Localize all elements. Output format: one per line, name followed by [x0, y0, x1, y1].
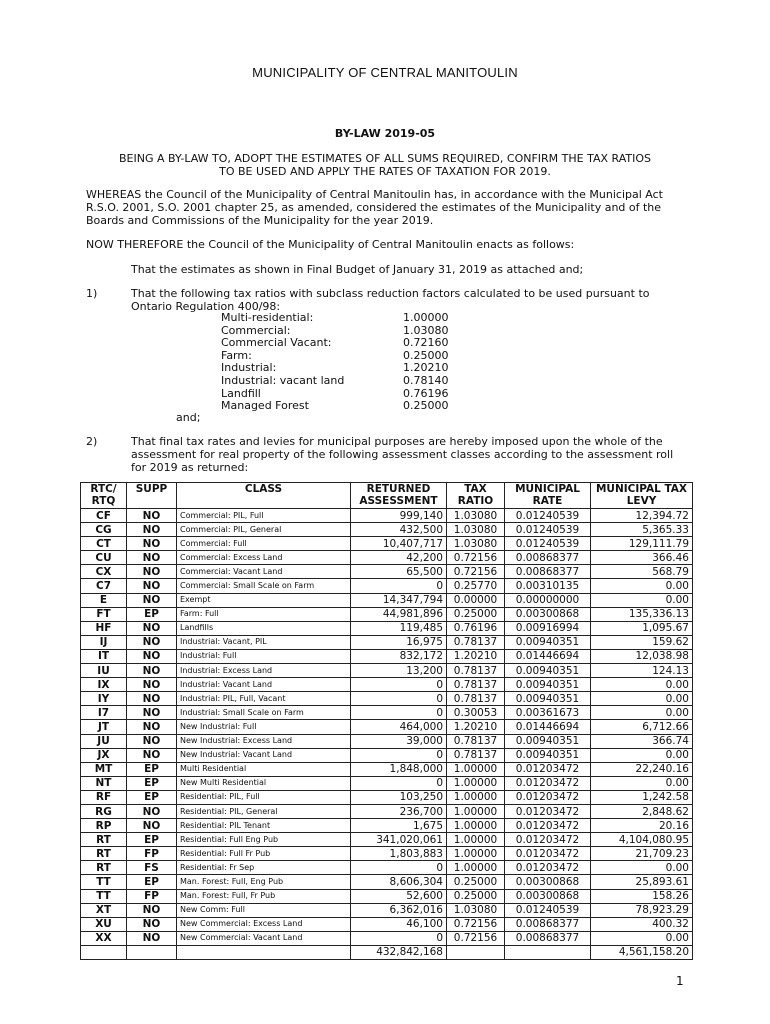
ratio-cell: 0.78137: [447, 664, 505, 678]
supp-cell: NO: [127, 734, 177, 748]
column-header-supp: SUPP: [127, 483, 177, 509]
table-row: [81, 734, 693, 748]
totals-empty: [447, 945, 505, 959]
levy-cell: 124.13: [591, 664, 693, 678]
rtc-cell: TT: [81, 889, 127, 903]
levy-cell: 22,240.16: [591, 762, 693, 776]
levy-cell: 0.00: [591, 748, 693, 762]
page-number: 1: [676, 974, 684, 988]
totals-empty: [177, 945, 351, 959]
rtc-cell: XX: [81, 931, 127, 945]
supp-cell: EP: [127, 833, 177, 847]
supp-cell: EP: [127, 607, 177, 621]
supp-cell: NO: [127, 579, 177, 593]
supp-cell: NO: [127, 635, 177, 649]
assessment-cell: 42,200: [351, 551, 447, 565]
table-row: [81, 833, 693, 847]
table-row: [81, 565, 693, 579]
tax-rates-table: [80, 482, 693, 960]
class-cell: Residential: PIL, Full: [177, 790, 351, 804]
supp-cell: NO: [127, 931, 177, 945]
ratio-name: Managed Forest: [221, 399, 309, 413]
supp-cell: NO: [127, 720, 177, 734]
totals-empty: [127, 945, 177, 959]
bylaw-number: BY-LAW 2019-05: [334, 127, 436, 140]
class-cell: New Comm: Full: [177, 903, 351, 917]
ratio-cell: 0.78137: [447, 692, 505, 706]
column-header-levy: MUNICIPAL TAX LEVY: [591, 483, 693, 509]
ratio-cell: 0.25770: [447, 579, 505, 593]
now-therefore-paragraph: NOW THEREFORE the Council of the Municipality of Central Manitoulin enacts as follows:: [86, 238, 575, 251]
class-cell: Exempt: [177, 593, 351, 607]
ratio-cell: 1.00000: [447, 776, 505, 790]
ratio-cell: 0.72156: [447, 551, 505, 565]
assessment-cell: 0: [351, 931, 447, 945]
ratio-cell: 0.30053: [447, 706, 505, 720]
supp-cell: NO: [127, 649, 177, 663]
assessment-cell: 65,500: [351, 565, 447, 579]
levy-cell: 20.16: [591, 819, 693, 833]
ratio-name: Farm:: [221, 348, 252, 362]
rate-cell: 0.01203472: [505, 776, 591, 790]
rtc-cell: RT: [81, 847, 127, 861]
ratio-name: Industrial: vacant land: [221, 373, 345, 387]
table-row: [81, 635, 693, 649]
levy-cell: 6,712.66: [591, 720, 693, 734]
table-row: [81, 692, 693, 706]
ratio-cell: 0.72156: [447, 917, 505, 931]
levy-cell: 1,242.58: [591, 790, 693, 804]
supp-cell: NO: [127, 565, 177, 579]
assessment-cell: 0: [351, 776, 447, 790]
rtc-cell: NT: [81, 776, 127, 790]
ratio-value: 0.76196: [403, 386, 449, 400]
table-row: [81, 607, 693, 621]
table-row: [81, 621, 693, 635]
rate-cell: 0.00310135: [505, 579, 591, 593]
assessment-cell: 103,250: [351, 790, 447, 804]
rate-cell: 0.01240539: [505, 523, 591, 537]
ratio-cell: 0.72156: [447, 565, 505, 579]
table-row: [81, 889, 693, 903]
class-cell: Industrial: Excess Land: [177, 664, 351, 678]
class-cell: Residential: PIL Tenant: [177, 819, 351, 833]
ratio-cell: 0.78137: [447, 734, 505, 748]
supp-cell: EP: [127, 790, 177, 804]
ratio-value: 0.72160: [403, 336, 449, 350]
class-cell: Commercial: PIL, General: [177, 523, 351, 537]
class-cell: Commercial: Vacant Land: [177, 565, 351, 579]
supp-cell: NO: [127, 523, 177, 537]
table-row: [81, 509, 693, 523]
rtc-cell: IX: [81, 678, 127, 692]
ratio-cell: 1.00000: [447, 762, 505, 776]
rtc-cell: CU: [81, 551, 127, 565]
levy-cell: 400.32: [591, 917, 693, 931]
rate-cell: 0.00868377: [505, 931, 591, 945]
ratio-cell: 0.25000: [447, 607, 505, 621]
column-header-class: CLASS: [177, 483, 351, 509]
rtc-cell: JU: [81, 734, 127, 748]
rtc-cell: XU: [81, 917, 127, 931]
assessment-cell: 341,020,061: [351, 833, 447, 847]
table-row: [81, 706, 693, 720]
item-2-text: That final tax rates and levies for municipal purposes are hereby imposed upon the whole of the assessment for real property of the following assessment classes according to the assessment roll for 2019 as returned:: [131, 435, 674, 474]
rate-cell: 0.01240539: [505, 537, 591, 551]
class-cell: Man. Forest: Full, Fr Pub: [177, 889, 351, 903]
supp-cell: FP: [127, 889, 177, 903]
rtc-cell: IJ: [81, 635, 127, 649]
table-header-row: [81, 483, 693, 509]
rtc-cell: CG: [81, 523, 127, 537]
supp-cell: FS: [127, 861, 177, 875]
supp-cell: NO: [127, 819, 177, 833]
class-cell: Man. Forest: Full, Eng Pub: [177, 875, 351, 889]
ratio-name: Landfill: [221, 386, 261, 400]
assessment-cell: 0: [351, 692, 447, 706]
rtc-cell: IY: [81, 692, 127, 706]
table-row: [81, 847, 693, 861]
supp-cell: NO: [127, 748, 177, 762]
rtc-cell: CX: [81, 565, 127, 579]
table-row: [81, 748, 693, 762]
levy-cell: 21,709.23: [591, 847, 693, 861]
rate-cell: 0.00940351: [505, 734, 591, 748]
rate-cell: 0.00300868: [505, 875, 591, 889]
supp-cell: NO: [127, 551, 177, 565]
assessment-cell: 0: [351, 861, 447, 875]
class-cell: Residential: Full Eng Pub: [177, 833, 351, 847]
item-1-text: That the following tax ratios with subclass reduction factors calculated to be used pursuant to Ontario Regulation 400/98:: [131, 287, 650, 313]
assessment-cell: 1,848,000: [351, 762, 447, 776]
rtc-cell: CF: [81, 509, 127, 523]
supp-cell: NO: [127, 678, 177, 692]
rtc-cell: FT: [81, 607, 127, 621]
rtc-cell: RT: [81, 861, 127, 875]
levy-cell: 0.00: [591, 593, 693, 607]
column-header-assessment: RETURNED ASSESSMENT: [351, 483, 447, 509]
rate-cell: 0.01203472: [505, 762, 591, 776]
supp-cell: NO: [127, 804, 177, 818]
table-row: [81, 720, 693, 734]
rate-cell: 0.01240539: [505, 509, 591, 523]
table-row: [81, 917, 693, 931]
supp-cell: NO: [127, 903, 177, 917]
supp-cell: EP: [127, 762, 177, 776]
class-cell: Commercial: Full: [177, 537, 351, 551]
class-cell: Residential: PIL, General: [177, 804, 351, 818]
class-cell: Industrial: Vacant Land: [177, 678, 351, 692]
assessment-cell: 464,000: [351, 720, 447, 734]
table-row: [81, 776, 693, 790]
rate-cell: 0.00940351: [505, 748, 591, 762]
supp-cell: NO: [127, 537, 177, 551]
class-cell: Commercial: Excess Land: [177, 551, 351, 565]
class-cell: New Commercial: Vacant Land: [177, 931, 351, 945]
class-cell: Industrial: Vacant, PIL: [177, 635, 351, 649]
levy-cell: 129,111.79: [591, 537, 693, 551]
assessment-cell: 10,407,717: [351, 537, 447, 551]
rate-cell: 0.01240539: [505, 903, 591, 917]
levy-cell: 78,923.29: [591, 903, 693, 917]
ratio-row: [221, 337, 463, 350]
assessment-cell: 1,803,883: [351, 847, 447, 861]
total-levy: 4,561,158.20: [591, 945, 693, 959]
assessment-cell: 1,675: [351, 819, 447, 833]
assessment-cell: 236,700: [351, 804, 447, 818]
supp-cell: NO: [127, 621, 177, 635]
rtc-cell: C7: [81, 579, 127, 593]
assessment-cell: 39,000: [351, 734, 447, 748]
ratio-cell: 1.03080: [447, 537, 505, 551]
class-cell: New Industrial: Full: [177, 720, 351, 734]
supp-cell: NO: [127, 692, 177, 706]
ratio-name: Multi-residential:: [221, 311, 314, 324]
ratio-cell: 0.78137: [447, 678, 505, 692]
class-cell: Industrial: Small Scale on Farm: [177, 706, 351, 720]
levy-cell: 0.00: [591, 706, 693, 720]
ratio-cell: 0.78137: [447, 748, 505, 762]
rate-cell: 0.01446694: [505, 720, 591, 734]
assessment-cell: 13,200: [351, 664, 447, 678]
levy-cell: 568.79: [591, 565, 693, 579]
class-cell: Commercial: Small Scale on Farm: [177, 579, 351, 593]
assessment-cell: 52,600: [351, 889, 447, 903]
levy-cell: 366.74: [591, 734, 693, 748]
ratio-cell: 0.72156: [447, 931, 505, 945]
levy-cell: 2,848.62: [591, 804, 693, 818]
rate-cell: 0.01203472: [505, 819, 591, 833]
rtc-cell: CT: [81, 537, 127, 551]
rate-cell: 0.00940351: [505, 678, 591, 692]
table-row: [81, 537, 693, 551]
rtc-cell: RT: [81, 833, 127, 847]
rtc-cell: RP: [81, 819, 127, 833]
ratio-cell: 1.03080: [447, 903, 505, 917]
class-cell: New Multi Residential: [177, 776, 351, 790]
levy-cell: 4,104,080.95: [591, 833, 693, 847]
class-cell: Multi Residential: [177, 762, 351, 776]
assessment-cell: 0: [351, 579, 447, 593]
rate-cell: 0.00916994: [505, 621, 591, 635]
item-1-number: 1): [86, 287, 98, 300]
ratio-value: 1.20210: [403, 361, 449, 375]
class-cell: New Commercial: Excess Land: [177, 917, 351, 931]
class-cell: Farm: Full: [177, 607, 351, 621]
table-row: [81, 593, 693, 607]
assessment-cell: 16,975: [351, 635, 447, 649]
class-cell: Residential: Full Fr Pub: [177, 847, 351, 861]
rate-cell: 0.00868377: [505, 551, 591, 565]
whereas-paragraph: WHEREAS the Council of the Municipality of Central Manitoulin has, in accordance with the Municipal Act R.S.O. 2001, S.O. 2001 chapter 25, as amended, considered the estimates of the Municipality and of the Boards and Commissions of the Municipality for the year 2019.: [86, 188, 663, 227]
levy-cell: 0.00: [591, 931, 693, 945]
assessment-cell: 44,981,896: [351, 607, 447, 621]
assessment-cell: 6,362,016: [351, 903, 447, 917]
table-row: [81, 819, 693, 833]
levy-cell: 5,365.33: [591, 523, 693, 537]
rtc-cell: IU: [81, 664, 127, 678]
column-header-rate: MUNICIPAL RATE: [505, 483, 591, 509]
assessment-cell: 0: [351, 748, 447, 762]
levy-cell: 0.00: [591, 861, 693, 875]
ratio-cell: 1.20210: [447, 649, 505, 663]
assessment-cell: 119,485: [351, 621, 447, 635]
supp-cell: EP: [127, 776, 177, 790]
levy-cell: 158.26: [591, 889, 693, 903]
rate-cell: 0.00300868: [505, 889, 591, 903]
levy-cell: 366.46: [591, 551, 693, 565]
ratio-row: [221, 375, 463, 388]
rate-cell: 0.00868377: [505, 565, 591, 579]
rate-cell: 0.00940351: [505, 664, 591, 678]
rtc-cell: HF: [81, 621, 127, 635]
ratio-cell: 1.20210: [447, 720, 505, 734]
ratio-value: 1.00000: [403, 311, 449, 324]
table-row: [81, 664, 693, 678]
rtc-cell: JX: [81, 748, 127, 762]
assessment-cell: 8,606,304: [351, 875, 447, 889]
bylaw-purpose: BEING A BY-LAW TO, ADOPT THE ESTIMATES OF ALL SUMS REQUIRED, CONFIRM THE TAX RATIOS TO BE USED AND APPLY THE RATES OF TAXATION FOR 2019.: [118, 152, 651, 178]
ratio-value: 0.25000: [403, 348, 449, 362]
ratio-cell: 1.00000: [447, 847, 505, 861]
table-row: [81, 523, 693, 537]
rtc-cell: E: [81, 593, 127, 607]
table-row: [81, 678, 693, 692]
rate-cell: 0.01203472: [505, 804, 591, 818]
class-cell: Residential: Fr Sep: [177, 861, 351, 875]
rtc-cell: MT: [81, 762, 127, 776]
levy-cell: 12,394.72: [591, 509, 693, 523]
assessment-cell: 14,347,794: [351, 593, 447, 607]
rtc-cell: TT: [81, 875, 127, 889]
ratio-cell: 1.00000: [447, 819, 505, 833]
ratio-cell: 0.00000: [447, 593, 505, 607]
assessment-cell: 0: [351, 706, 447, 720]
ratio-cell: 0.76196: [447, 621, 505, 635]
levy-cell: 159.62: [591, 635, 693, 649]
levy-cell: 25,893.61: [591, 875, 693, 889]
table-row: [81, 804, 693, 818]
ratio-cell: 0.25000: [447, 889, 505, 903]
table-row: [81, 649, 693, 663]
ratio-name: Industrial:: [221, 361, 277, 375]
ratio-row: [221, 400, 463, 413]
class-cell: New Industrial: Vacant Land: [177, 748, 351, 762]
rtc-cell: RG: [81, 804, 127, 818]
levy-cell: 0.00: [591, 579, 693, 593]
total-assessment: 432,842,168: [351, 945, 447, 959]
ratio-row: [221, 312, 463, 325]
supp-cell: FP: [127, 847, 177, 861]
table-row: [81, 875, 693, 889]
rtc-cell: JT: [81, 720, 127, 734]
assessment-cell: 0: [351, 678, 447, 692]
levy-cell: 0.00: [591, 678, 693, 692]
class-cell: Industrial: PIL, Full, Vacant: [177, 692, 351, 706]
rate-cell: 0.00940351: [505, 635, 591, 649]
rtc-cell: RF: [81, 790, 127, 804]
rtc-cell: IT: [81, 649, 127, 663]
rate-cell: 0.00000000: [505, 593, 591, 607]
item-2-number: 2): [86, 435, 98, 448]
class-cell: Commercial: PIL, Full: [177, 509, 351, 523]
supp-cell: NO: [127, 706, 177, 720]
supp-cell: NO: [127, 593, 177, 607]
assessment-cell: 999,140: [351, 509, 447, 523]
table-row: [81, 903, 693, 917]
ratio-cell: 1.00000: [447, 833, 505, 847]
levy-cell: 0.00: [591, 692, 693, 706]
assessment-cell: 46,100: [351, 917, 447, 931]
ratio-value: 0.25000: [403, 399, 449, 413]
rate-cell: 0.01203472: [505, 790, 591, 804]
table-row: [81, 551, 693, 565]
rate-cell: 0.00868377: [505, 917, 591, 931]
supp-cell: NO: [127, 509, 177, 523]
table-row: [81, 931, 693, 945]
rate-cell: 0.01203472: [505, 861, 591, 875]
rate-cell: 0.00300868: [505, 607, 591, 621]
rate-cell: 0.01203472: [505, 833, 591, 847]
class-cell: New Industrial: Excess Land: [177, 734, 351, 748]
rate-cell: 0.01446694: [505, 649, 591, 663]
ratio-cell: 0.25000: [447, 875, 505, 889]
levy-cell: 135,336.13: [591, 607, 693, 621]
column-header-rtc: RTC/ RTQ: [81, 483, 127, 509]
assessment-cell: 432,500: [351, 523, 447, 537]
ratio-cell: 0.78137: [447, 635, 505, 649]
ratio-value: 1.03080: [403, 323, 449, 337]
rtc-cell: I7: [81, 706, 127, 720]
estimates-paragraph: That the estimates as shown in Final Budget of January 31, 2019 as attached and;: [131, 263, 584, 276]
rate-cell: 0.01203472: [505, 847, 591, 861]
supp-cell: EP: [127, 875, 177, 889]
ratio-value: 0.78140: [403, 373, 449, 387]
ratio-name: Commercial:: [221, 323, 291, 337]
table-row: [81, 579, 693, 593]
totals-empty: [505, 945, 591, 959]
ratio-cell: 1.00000: [447, 861, 505, 875]
rate-cell: 0.00361673: [505, 706, 591, 720]
table-row: [81, 861, 693, 875]
rate-cell: 0.00940351: [505, 692, 591, 706]
totals-row: [81, 945, 693, 959]
supp-cell: NO: [127, 917, 177, 931]
assessment-cell: 832,172: [351, 649, 447, 663]
levy-cell: 12,038.98: [591, 649, 693, 663]
ratio-cell: 1.03080: [447, 523, 505, 537]
table-row: [81, 790, 693, 804]
table-row: [81, 762, 693, 776]
column-header-ratio: TAX RATIO: [447, 483, 505, 509]
and-text: and;: [176, 411, 201, 424]
rtc-cell: XT: [81, 903, 127, 917]
levy-cell: 0.00: [591, 776, 693, 790]
municipality-name: MUNICIPALITY OF CENTRAL MANITOULIN: [252, 65, 518, 80]
ratio-cell: 1.03080: [447, 509, 505, 523]
ratio-name: Commercial Vacant:: [221, 336, 332, 350]
class-cell: Industrial: Full: [177, 649, 351, 663]
levy-cell: 1,095.67: [591, 621, 693, 635]
class-cell: Landfills: [177, 621, 351, 635]
supp-cell: NO: [127, 664, 177, 678]
totals-empty: [81, 945, 127, 959]
tax-ratio-list: [221, 312, 463, 413]
ratio-cell: 1.00000: [447, 804, 505, 818]
ratio-cell: 1.00000: [447, 790, 505, 804]
